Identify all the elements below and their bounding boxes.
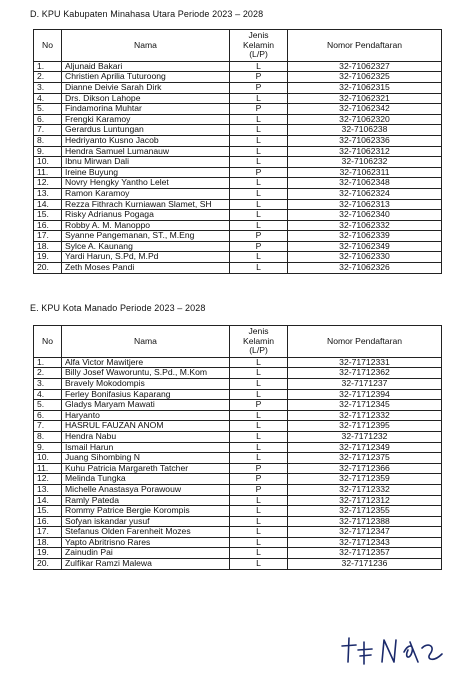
section-d-rows [34,61,442,273]
cell-no: 8. [34,431,62,442]
cell-no: 2. [34,72,62,83]
cell-no: 14. [34,495,62,506]
cell-sex: L [230,378,288,389]
header-no: No [34,30,62,62]
cell-name: Hedriyanto Kusno Jacob [62,135,230,146]
cell-name: Syanne Pangemanan, ST., M.Eng [62,231,230,242]
cell-name: Alfa Victor Mawitjere [62,357,230,368]
cell-sex: L [230,506,288,517]
table-row [34,104,442,115]
cell-sex: L [230,93,288,104]
cell-reg: 32-7106238 [288,125,442,136]
cell-sex: L [230,199,288,210]
cell-sex: P [230,231,288,242]
cell-name: Ramon Karamoy [62,188,230,199]
cell-name: Ibnu Mirwan Dali [62,157,230,168]
cell-no: 2. [34,368,62,379]
header-no: No [34,326,62,358]
cell-no: 3. [34,378,62,389]
table-row [34,400,442,411]
cell-reg: 32-71712347 [288,527,442,538]
cell-name: Risky Adrianus Pogaga [62,210,230,221]
cell-sex: L [230,453,288,464]
cell-no: 4. [34,93,62,104]
cell-sex: L [230,210,288,221]
table-row [34,135,442,146]
table-row [34,410,442,421]
table-row [34,210,442,221]
cell-name: Gerardus Luntungan [62,125,230,136]
header-reg: Nomor Pendaftaran [288,30,442,62]
cell-name: Yardi Harun, S.Pd, M.Pd [62,252,230,263]
table-row [34,157,442,168]
table-row [34,506,442,517]
cell-reg: 32-71062332 [288,220,442,231]
cell-no: 4. [34,389,62,400]
cell-reg: 32-7171232 [288,431,442,442]
cell-reg: 32-71062315 [288,82,442,93]
cell-name: Ramly Pateda [62,495,230,506]
cell-reg: 32-71712332 [288,484,442,495]
cell-sex: L [230,389,288,400]
cell-reg: 32-71712355 [288,506,442,517]
table-row [34,453,442,464]
table-row [34,474,442,485]
cell-reg: 32-71062336 [288,135,442,146]
cell-no: 15. [34,210,62,221]
cell-sex: L [230,421,288,432]
cell-sex: L [230,559,288,570]
cell-no: 12. [34,178,62,189]
cell-reg: 32-71062312 [288,146,442,157]
cell-no: 12. [34,474,62,485]
cell-sex: L [230,188,288,199]
cell-sex: L [230,527,288,538]
cell-name: Robby A. M. Manoppo [62,220,230,231]
table-row [34,389,442,400]
cell-name: Sylce A. Kaunang [62,241,230,252]
cell-sex: L [230,442,288,453]
table-row [34,167,442,178]
cell-reg: 32-71712366 [288,463,442,474]
cell-no: 20. [34,559,62,570]
cell-no: 13. [34,188,62,199]
table-row [34,199,442,210]
cell-sex: L [230,125,288,136]
cell-sex: P [230,167,288,178]
cell-sex: L [230,146,288,157]
cell-reg: 32-71062326 [288,263,442,274]
cell-sex: L [230,263,288,274]
cell-reg: 32-71712312 [288,495,442,506]
table-row [34,114,442,125]
cell-no: 6. [34,410,62,421]
table-row [34,72,442,83]
cell-no: 3. [34,82,62,93]
table-row [34,241,442,252]
cell-no: 10. [34,453,62,464]
section-e-title: E. KPU Kota Manado Periode 2023 – 2028 [30,303,206,313]
table-row [34,263,442,274]
cell-name: Zainudin Pai [62,548,230,559]
cell-name: Bravely Mokodompis [62,378,230,389]
cell-name: Rommy Patrice Bergie Korompis [62,506,230,517]
cell-reg: 32-71712331 [288,357,442,368]
cell-name: Novry Hengky Yantho Lelet [62,178,230,189]
table-row [34,357,442,368]
cell-no: 9. [34,442,62,453]
table-row [34,495,442,506]
table-row [34,421,442,432]
cell-no: 9. [34,146,62,157]
cell-no: 17. [34,527,62,538]
cell-sex: P [230,474,288,485]
cell-sex: L [230,114,288,125]
cell-no: 14. [34,199,62,210]
cell-no: 18. [34,537,62,548]
cell-no: 11. [34,463,62,474]
cell-no: 1. [34,357,62,368]
cell-sex: L [230,548,288,559]
cell-name: Drs. Dikson Lahope [62,93,230,104]
table-row [34,516,442,527]
cell-name: HASRUL FAUZAN ANOM [62,421,230,432]
signature-mark [338,632,448,672]
table-row [34,484,442,495]
cell-reg: 32-7171237 [288,378,442,389]
cell-name: Zulfikar Ramzi Malewa [62,559,230,570]
cell-reg: 32-71712395 [288,421,442,432]
cell-reg: 32-71062342 [288,104,442,115]
table-row [34,61,442,72]
cell-sex: P [230,241,288,252]
cell-sex: P [230,484,288,495]
cell-sex: L [230,252,288,263]
cell-reg: 32-71062339 [288,231,442,242]
cell-reg: 32-71062321 [288,93,442,104]
cell-no: 7. [34,125,62,136]
cell-sex: P [230,463,288,474]
cell-sex: P [230,400,288,411]
cell-name: Billy Josef Waworuntu, S.Pd., M.Kom [62,368,230,379]
cell-reg: 32-71062324 [288,188,442,199]
cell-name: Haryanto [62,410,230,421]
cell-no: 10. [34,157,62,168]
cell-sex: L [230,516,288,527]
cell-name: Stefanus Olden Farenheit Mozes [62,527,230,538]
cell-sex: L [230,537,288,548]
table-row [34,231,442,242]
cell-reg: 32-71712332 [288,410,442,421]
section-e-rows [34,357,442,569]
cell-name: Rezza Fithrach Kurniawan Slamet, SH [62,199,230,210]
table-row [34,559,442,570]
cell-sex: P [230,72,288,83]
table-row [34,431,442,442]
cell-no: 5. [34,104,62,115]
cell-reg: 32-71062313 [288,199,442,210]
cell-reg: 32-71712343 [288,537,442,548]
table-row [34,463,442,474]
table-row [34,82,442,93]
table-header-row [34,326,442,358]
header-sex: Jenis Kelamin (L/P) [230,30,288,62]
header-sex: Jenis Kelamin (L/P) [230,326,288,358]
cell-sex: L [230,178,288,189]
header-name: Nama [62,30,230,62]
cell-sex: L [230,135,288,146]
cell-sex: L [230,220,288,231]
cell-sex: L [230,357,288,368]
table-row [34,220,442,231]
cell-sex: L [230,410,288,421]
cell-no: 8. [34,135,62,146]
table-row [34,527,442,538]
cell-sex: L [230,157,288,168]
section-d-table [33,29,442,274]
cell-sex: P [230,104,288,115]
table-row [34,442,442,453]
cell-name: Yapto Abritrisno Rares [62,537,230,548]
cell-reg: 32-71712394 [288,389,442,400]
cell-name: Hendra Nabu [62,431,230,442]
table-header-row [34,30,442,62]
cell-no: 19. [34,252,62,263]
cell-reg: 32-71712349 [288,442,442,453]
cell-name: Sofyan iskandar yusuf [62,516,230,527]
cell-name: Christien Aprilia Tuturoong [62,72,230,83]
cell-sex: L [230,368,288,379]
cell-name: Hendra Samuel Lumanauw [62,146,230,157]
cell-name: Kuhu Patricia Margareth Tatcher [62,463,230,474]
cell-no: 19. [34,548,62,559]
cell-reg: 32-71712359 [288,474,442,485]
cell-name: Ismail Harun [62,442,230,453]
cell-name: Zeth Moses Pandi [62,263,230,274]
cell-name: Ireine Buyung [62,167,230,178]
cell-name: Frengki Karamoy [62,114,230,125]
table-row [34,368,442,379]
table-row [34,125,442,136]
cell-name: Aljunaid Bakari [62,61,230,72]
cell-no: 5. [34,400,62,411]
table-row [34,178,442,189]
cell-reg: 32-71062349 [288,241,442,252]
table-row [34,548,442,559]
cell-no: 16. [34,516,62,527]
cell-reg: 32-7106232 [288,157,442,168]
cell-reg: 32-71712375 [288,453,442,464]
cell-no: 16. [34,220,62,231]
cell-no: 13. [34,484,62,495]
header-reg: Nomor Pendaftaran [288,326,442,358]
cell-sex: L [230,61,288,72]
cell-no: 18. [34,241,62,252]
cell-no: 15. [34,506,62,517]
cell-reg: 32-7171236 [288,559,442,570]
table-row [34,378,442,389]
table-row [34,188,442,199]
cell-reg: 32-71062325 [288,72,442,83]
cell-name: Ferley Bonifasius Kaparang [62,389,230,400]
cell-reg: 32-71712345 [288,400,442,411]
cell-reg: 32-71062320 [288,114,442,125]
cell-reg: 32-71712362 [288,368,442,379]
cell-name: Michelle Anastasya Porawouw [62,484,230,495]
cell-sex: P [230,82,288,93]
section-d-title: D. KPU Kabupaten Minahasa Utara Periode 2023 – 2028 [30,9,264,19]
cell-reg: 32-71062330 [288,252,442,263]
header-name: Nama [62,326,230,358]
cell-reg: 32-71062348 [288,178,442,189]
cell-no: 6. [34,114,62,125]
table-row [34,537,442,548]
cell-name: Juang Sihombing N [62,453,230,464]
cell-no: 7. [34,421,62,432]
table-row [34,146,442,157]
cell-reg: 32-71062327 [288,61,442,72]
section-e-table [33,325,442,570]
cell-reg: 32-71712388 [288,516,442,527]
cell-no: 1. [34,61,62,72]
cell-name: Findamorina Muhtar [62,104,230,115]
cell-name: Melinda Tungka [62,474,230,485]
cell-no: 20. [34,263,62,274]
cell-name: Gladys Maryam Mawati [62,400,230,411]
table-row [34,93,442,104]
cell-sex: L [230,495,288,506]
cell-name: Dianne Deivie Sarah Dirk [62,82,230,93]
cell-reg: 32-71062340 [288,210,442,221]
cell-reg: 32-71712357 [288,548,442,559]
cell-no: 11. [34,167,62,178]
cell-sex: L [230,431,288,442]
cell-no: 17. [34,231,62,242]
table-row [34,252,442,263]
cell-reg: 32-71062311 [288,167,442,178]
